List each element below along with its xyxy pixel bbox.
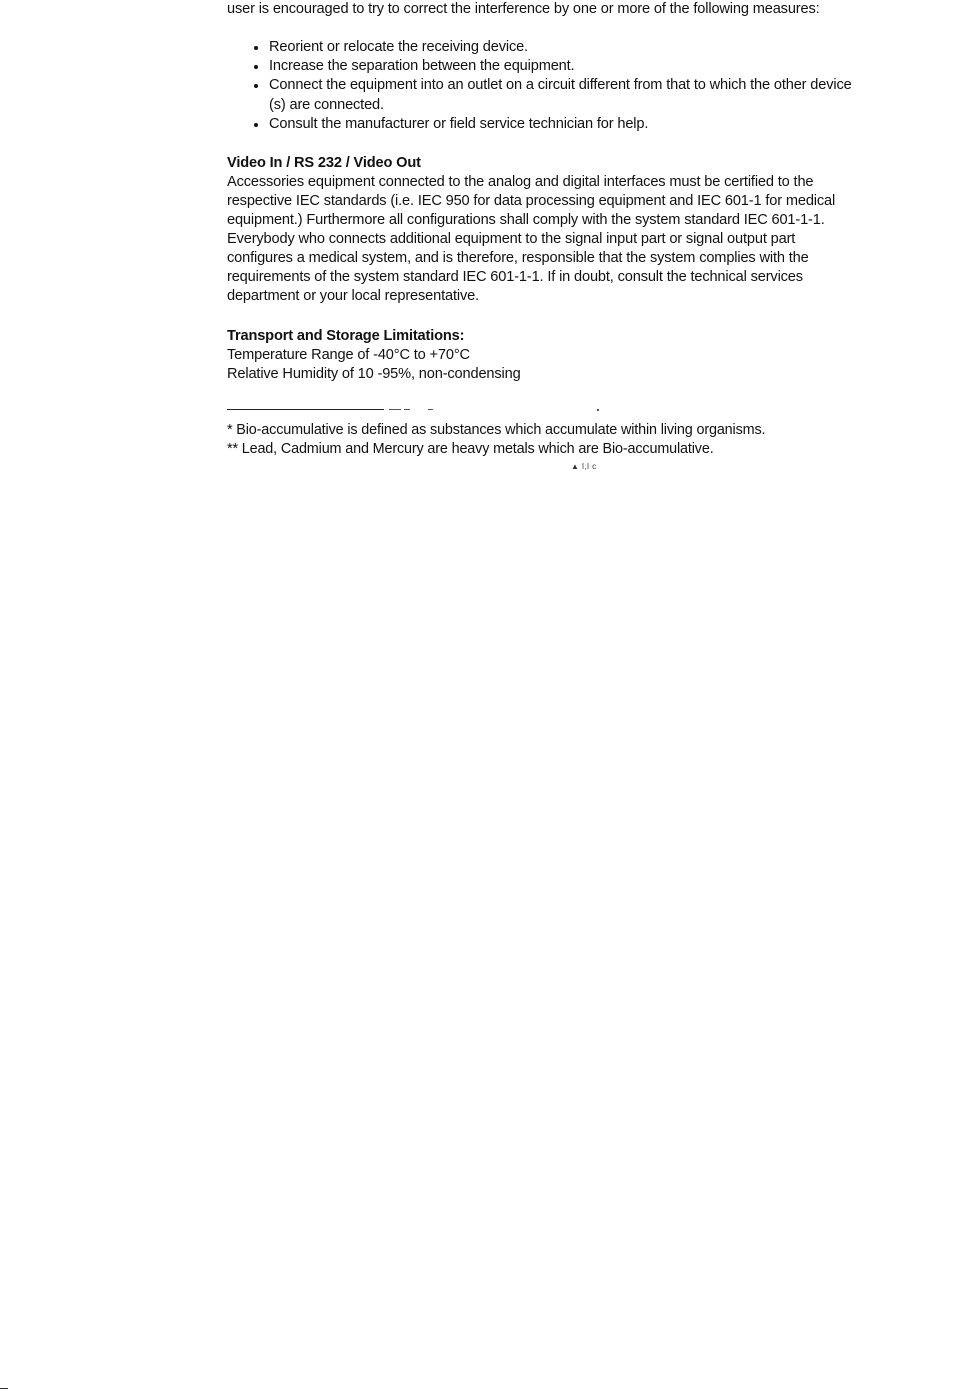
video-section-line: requirements of the system standard IEC 601-1-1. If in doubt, consult the technical services — [227, 269, 803, 285]
footnote-divider-fragment — [404, 409, 410, 410]
humidity-range: Relative Humidity of 10 -95%, non-condensing — [227, 366, 521, 382]
page-corner-mark — [0, 1388, 8, 1389]
footnote-heavy-metals: ** Lead, Cadmium and Mercury are heavy metals which are Bio-accumulative. — [227, 441, 714, 457]
measure-item-increase-separation — [252, 57, 852, 76]
measure-text: Increase the separation between the equipment. — [269, 58, 575, 75]
footnote-divider — [227, 409, 384, 410]
footnote-divider-fragment — [389, 409, 401, 410]
measure-text: Connect the equipment into an outlet on a circuit different from that to which the other device — [269, 77, 852, 94]
video-section-heading: Video In / RS 232 / Video Out — [227, 155, 421, 171]
measure-text: Consult the manufacturer or field service technician for help. — [269, 115, 649, 132]
footnote-divider-fragment — [428, 409, 433, 410]
measure-item-reorient — [252, 38, 852, 57]
video-section-line: Everybody who connects additional equipment to the signal input part or signal output part — [227, 231, 796, 247]
video-section-line: Accessories equipment connected to the analog and digital interfaces must be certified to the — [227, 174, 814, 190]
video-section-line: equipment.) Furthermore all configurations shall comply with the system standard IEC 601-1-1. — [227, 212, 825, 228]
transport-section-heading: Transport and Storage Limitations: — [227, 328, 465, 344]
measure-text: Reorient or relocate the receiving device. — [269, 39, 528, 55]
footnote-bio-accumulative: * Bio-accumulative is defined as substances which accumulate within living organisms. — [227, 422, 766, 438]
measures-list — [252, 38, 852, 134]
video-section-line: configures a medical system, and is therefore, responsible that the system complies with the — [227, 250, 809, 266]
measure-item-consult — [252, 115, 852, 134]
video-section-line: department or your local representative. — [227, 288, 479, 304]
video-section-line: respective IEC standards (i.e. IEC 950 for data processing equipment and IEC 601-1 for medical — [227, 193, 836, 209]
temperature-range: Temperature Range of -40°C to +70°C — [227, 347, 470, 363]
measure-item-connect-outlet — [252, 76, 852, 114]
scan-artifact-mark: ▲ l,l c — [571, 462, 597, 471]
intro-text: user is encouraged to try to correct the interference by one or more of the following measures: — [227, 1, 820, 17]
scan-speck — [597, 409, 599, 411]
measure-text-continuation: (s) are connected. — [269, 96, 384, 113]
